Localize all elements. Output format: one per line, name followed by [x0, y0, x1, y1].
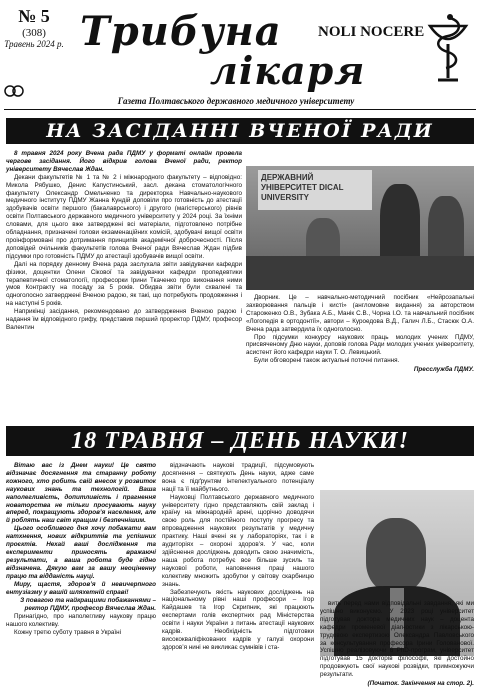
- person-figure: [380, 184, 420, 264]
- article2-heading: 18 ТРАВНЯ – ДЕНЬ НАУКИ!: [6, 426, 474, 456]
- article2-paragraph: відзначають наукові традиції, підсумовують досягнення – святкують День науки, адже саме вона є підґрунтям інтелектуального потенціалу нації та її майбутнього.: [162, 462, 314, 493]
- article1-paragraph: Наприкінці засідання, рекомендовано до затвердження Вченою радою і надання їм відповідного грифу, представив перший проректор ПДМУ, професор Валентин: [6, 308, 242, 331]
- masthead-subtitle: Газета Полтавського державного медичного університету: [117, 96, 355, 106]
- article2-paragraph: Принагідно, про наполегливу наукову працю нашого колективу.: [6, 613, 156, 629]
- article2-paragraph: Кожну третю суботу травня в Україні: [14, 629, 121, 637]
- article1-paragraph: Далі на порядку денному Вчена рада заслухала звіти завідувачки кафедри фізики, доцентки Олени Сікової та завідувачки кафедри пропедевтики терапевтичної стоматології, професорки Ірини Ткаченко про виконання ними умов Контракту на посаду за 5 років. Обидва звіти були схвалені та одноголосно затверджені Вченою радою, як такі, що потребують продовження і на наступні 5 років.: [6, 260, 242, 308]
- greeting-lead: Вітаю вас із Днем науки! Це свято відзначає досягнення та старанну роботу кожного, хто робить свій внесок у розвиток наукових знань та технологій. Ваша наполегливість, допитливість і прагнення новаторства не тільки просувають науку вперед, покращують здоров’я населення, але й роблять наш світ кращим і безпечнішим.: [6, 462, 156, 525]
- greeting-lead: Миру, щастя, здоров’я й невичерпного ентузіазму у вашій шляхетній справі!: [6, 580, 156, 596]
- article2-paragraph: Науковці Полтавського державного медичного університету гідно представляють свій заклад і країну на міжнародній арені, щорічно доводячи свою роль для постійного поступу прогресу та впровадження наукових результатів у медичну практику. Наші вчені як у лабораторіях, так і в аудиторіях – охороні здоров’я. У час, коли здійснення досліджень доводить свою значимість, наша робота потребує все більше зусиль та наукової роботи, наповнення праці нашого колективу множить здобутки у світову скарбницю знань.: [162, 493, 314, 588]
- masthead-motto: NOLI NOCERE: [318, 24, 425, 40]
- article2-paragraph: Забезпечують якість наукових досліджень на національному рівні наші професори – Ігор Кайдашев та Ігор Скрипник, які працюють експертами голів експертних рад Міністерства освіти і науки України з питань атестації наукових кадрів. Необхідність підготовки висококваліфікованих кадрів у галузі охорони здоров’я нині не викликає сумнівів і ста-: [162, 588, 314, 651]
- article2-column-1: [6, 462, 156, 637]
- article1-right-paragraph: Дворник. Це – навчально-методичний посібник «Нейрозапальні захворювання пальців і кисті» (англомовне видання) за авторством Староженко О.В., Зубака А.Б., Манік С.В., Чорна І.О. та навчальний посібник «Логопедія в ортодонтії», автори – Куроедова В.Д., Галич Л.Б., Стасюк О.А. Вчена рада затвердила їх одноголосно.: [246, 294, 474, 333]
- photo-banner-text: ДЕРЖАВНИЙ УНІВЕРСИТЕТ DICAL UNIVERSITY: [258, 170, 372, 210]
- portrait-head: [366, 518, 426, 592]
- article1-paragraph: Декани факультетів № 1 та № 2 і міжнародного факультету – відповідно: Микола Рябушко, Денис Капустинський, засл. декана стоматологічного факультету Олександр Омельченко та директорка Навчально-наукового медичного інституту ПДМУ Жанна Кундій доповіли про готовність до атестації здобувачів освіти першого (бакалаврського) і другого (магістерського) рівнів освіти Полтавського державного медичного університету у 2024 році. За їхніми словами, для цього вже затверджені всі матеріали, підготовлено потрібне обладнання, призначені голови екзаменаційних комісій, здобувачі вищої освіти проінформовані про дотримання принципів академічної доброчесності. Після доповідей очільників факультетів голова Вченої ради Вячеслав Ждан підбив підсумки про готовність ПДМУ до атестації здобувачів вищої освіти.: [6, 173, 242, 260]
- article1-right-column: [246, 294, 474, 374]
- article2-column-2: [162, 462, 314, 652]
- issue-total: (308): [22, 27, 46, 39]
- divider: [4, 109, 476, 110]
- greeting-lead: Цього особливого дня хочу побажати вам натхнення, нових відкриттів та успішних проєктів. Нехай ваші дослідження та експерименти приносять вражаючі результати, а ваша робота буде гідно відзначена. Дякую вам за вашу неоціненну працю та відданість науці.: [6, 525, 156, 580]
- meeting-photo: [246, 166, 474, 290]
- article2-column-3: [320, 600, 474, 688]
- continued-note: (Початок. Закінчення на стор. 2).: [367, 680, 474, 688]
- masthead-title-line2: лікаря: [210, 48, 366, 93]
- article1-signature: Пресслужба ПДМУ.: [413, 366, 474, 374]
- issue-date: Травень 2024 р.: [4, 39, 64, 49]
- issue-number: № 5: [18, 6, 50, 26]
- article1-body: [6, 150, 242, 332]
- article1-lead: 8 травня 2024 року Вчена рада ПДМУ у форматі онлайн провела чергове засідання. Його відкрив голова Вченої ради, ректор університету Вячеслав Ждан.: [6, 150, 242, 173]
- article2-paragraph: вить перед нами відповідальні завдання, які ми успішно виконуємо. У 2023 році університет підготував доктора медичних наук – доцента кафедри променевої діагностики з лікарською-трудовою експертизою Олександра Павловського за консультування професора Ірини Голованової. Успішно реалізовуючи 6 PhD-програм, університет підготував 15 докторів філософії, які достойно продовжують свої наукові розвідки, примножуючи результати.: [320, 600, 474, 679]
- bowl-of-hygieia-icon: [420, 8, 476, 86]
- university-logo-icon: [4, 84, 26, 98]
- article1-right-paragraph: Були обговорені також актуальні поточні питання.: [254, 357, 400, 365]
- issue-block: [4, 6, 64, 49]
- greeting-signature: З повагою та найкращими побажаннями – ректор ПДМУ, професор Вячеслав Ждан.: [20, 597, 156, 613]
- article1-heading: НА ЗАСІДАННІ ВЧЕНОЇ РАДИ: [6, 118, 474, 144]
- masthead-title-line1: Трибуна: [80, 8, 282, 55]
- conference-table: [246, 256, 474, 290]
- article1-right-paragraph: Про підсумки конкурсу наукових праць молодих учених ПДМУ, присвяченому Дню науки, доповів голова Ради молодих учених університету, асистент його кафедри науки Т. О. Левицький.: [246, 333, 474, 357]
